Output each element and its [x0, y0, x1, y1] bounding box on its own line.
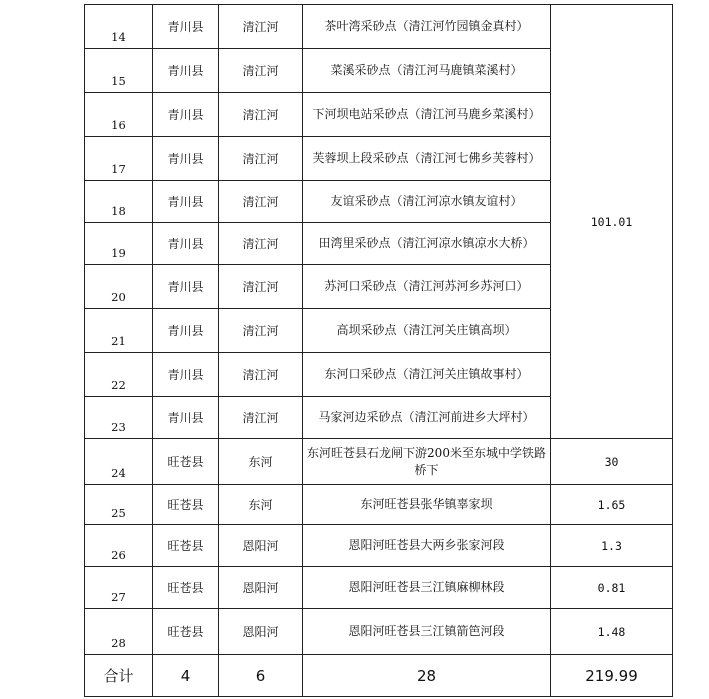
- river-cell: 清江河: [219, 181, 303, 223]
- river-cell: 清江河: [219, 5, 303, 49]
- location-cell: 恩阳河旺苍县三江镇箭笆河段: [303, 609, 551, 655]
- location-cell: 马家河边采砂点（清江河前进乡大坪村）: [303, 397, 551, 439]
- row-number: 24: [85, 439, 153, 485]
- location-cell: 东河旺苍县张华镇辜家坝: [303, 485, 551, 525]
- table-row: [85, 439, 673, 485]
- total-rivers: 6: [219, 655, 303, 697]
- river-cell: 清江河: [219, 265, 303, 309]
- county-cell: 青川县: [153, 309, 219, 353]
- location-cell: 恩阳河旺苍县三江镇麻柳林段: [303, 567, 551, 609]
- county-cell: 青川县: [153, 181, 219, 223]
- row-number: 25: [85, 485, 153, 525]
- total-label: 合计: [85, 655, 153, 697]
- location-cell: 田湾里采砂点（清江河凉水镇凉水大桥）: [303, 223, 551, 265]
- river-cell: 清江河: [219, 353, 303, 397]
- county-cell: 旺苍县: [153, 485, 219, 525]
- river-cell: 东河: [219, 439, 303, 485]
- county-cell: 青川县: [153, 93, 219, 137]
- river-cell: 清江河: [219, 137, 303, 181]
- location-cell: 恩阳河旺苍县大两乡张家河段: [303, 525, 551, 567]
- river-cell: 清江河: [219, 397, 303, 439]
- row-number: 17: [85, 137, 153, 181]
- river-cell: 清江河: [219, 223, 303, 265]
- location-cell: 东河口采砂点（清江河关庄镇故事村）: [303, 353, 551, 397]
- total-counties: 4: [153, 655, 219, 697]
- row-number: 19: [85, 223, 153, 265]
- row-number: 26: [85, 525, 153, 567]
- river-cell: 清江河: [219, 309, 303, 353]
- table-row: [85, 525, 673, 567]
- county-cell: 青川县: [153, 49, 219, 93]
- location-cell: 高坝采砂点（清江河关庄镇高坝）: [303, 309, 551, 353]
- location-cell: 友谊采砂点（清江河凉水镇友谊村）: [303, 181, 551, 223]
- row-number: 22: [85, 353, 153, 397]
- row-number: 14: [85, 5, 153, 49]
- county-cell: 旺苍县: [153, 567, 219, 609]
- amount-cell: 1.65: [551, 485, 673, 525]
- amount-cell: 30: [551, 439, 673, 485]
- location-cell: 芙蓉坝上段采砂点（清江河七佛乡芙蓉村）: [303, 137, 551, 181]
- county-cell: 旺苍县: [153, 439, 219, 485]
- river-cell: 清江河: [219, 93, 303, 137]
- row-number: 20: [85, 265, 153, 309]
- river-cell: 恩阳河: [219, 609, 303, 655]
- county-cell: 青川县: [153, 5, 219, 49]
- amount-cell: 0.81: [551, 567, 673, 609]
- total-points: 28: [303, 655, 551, 697]
- amount-cell: 1.48: [551, 609, 673, 655]
- county-cell: 旺苍县: [153, 609, 219, 655]
- river-cell: 恩阳河: [219, 567, 303, 609]
- table-row: [85, 5, 673, 49]
- total-row: [85, 655, 673, 697]
- row-number: 27: [85, 567, 153, 609]
- merged-amount-cell: 101.01: [551, 5, 673, 439]
- river-cell: 清江河: [219, 49, 303, 93]
- county-cell: 青川县: [153, 223, 219, 265]
- county-cell: 青川县: [153, 397, 219, 439]
- location-cell: 茶叶湾采砂点（清江河竹园镇金真村）: [303, 5, 551, 49]
- amount-cell: 1.3: [551, 525, 673, 567]
- location-cell: 菜溪采砂点（清江河马鹿镇菜溪村）: [303, 49, 551, 93]
- row-number: 18: [85, 181, 153, 223]
- table-row: [85, 567, 673, 609]
- county-cell: 旺苍县: [153, 525, 219, 567]
- table-body: [85, 5, 673, 697]
- location-cell: 下河坝电站采砂点（清江河马鹿乡菜溪村）: [303, 93, 551, 137]
- row-number: 28: [85, 609, 153, 655]
- location-cell: 苏河口采砂点（清江河苏河乡苏河口）: [303, 265, 551, 309]
- table-row: [85, 609, 673, 655]
- row-number: 16: [85, 93, 153, 137]
- county-cell: 青川县: [153, 137, 219, 181]
- row-number: 21: [85, 309, 153, 353]
- table-row: [85, 485, 673, 525]
- row-number: 15: [85, 49, 153, 93]
- river-cell: 恩阳河: [219, 525, 303, 567]
- sand-mining-table: [84, 4, 673, 697]
- row-number: 23: [85, 397, 153, 439]
- location-cell: 东河旺苍县石龙闸下游200米至东城中学铁路桥下: [303, 439, 551, 485]
- total-amount: 219.99: [551, 655, 673, 697]
- county-cell: 青川县: [153, 353, 219, 397]
- county-cell: 青川县: [153, 265, 219, 309]
- river-cell: 东河: [219, 485, 303, 525]
